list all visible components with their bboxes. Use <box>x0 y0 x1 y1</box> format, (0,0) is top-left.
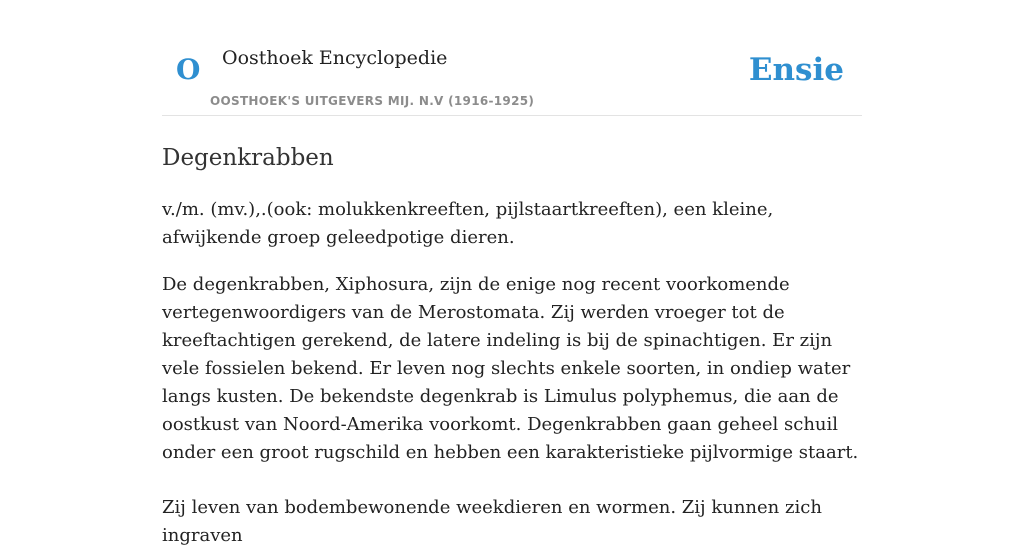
article <box>162 143 862 550</box>
site-header <box>162 0 862 116</box>
page <box>162 0 862 550</box>
site-title-link[interactable]: Oosthoek Encyclopedie <box>222 47 448 69</box>
ensie-brand-link[interactable]: Ensie <box>748 52 844 88</box>
description-paragraph: De degenkrabben, Xiphosura, zijn de enige nog recent voorkomende vertegenwoordigers van de Merostomata. Zij werden vroeger tot de kreeftachtigen gerekend, de latere indeling is bij de spinachtigen. Er zijn vele fossielen bekend. Er leven nog slechts enkele soorten, in ondiep water langs kusten. De bekendste degenkrab is Limulus polyphemus, die aan de oostkust van Noord-Amerika voorkomt. Degenkrabben gaan geheel schuil onder een groot rugschild en hebben een karakteristieke pijlvormige staart. <box>162 274 859 463</box>
publisher-subtitle: OOSTHOEK'S UITGEVERS MIJ. N.V (1916-1925) <box>210 94 535 108</box>
habitat-paragraph: Zij leven van bodembewonende weekdieren en wormen. Zij kunnen zich ingraven <box>162 497 822 546</box>
definition-paragraph: v./m. (mv.),.(ook: molukkenkreeften, pijlstaartkreeften), een kleine, afwijkende groep geleedpotige dieren. <box>162 199 774 248</box>
site-logo-icon[interactable]: O <box>176 53 201 86</box>
article-title: Degenkrabben <box>162 145 334 171</box>
